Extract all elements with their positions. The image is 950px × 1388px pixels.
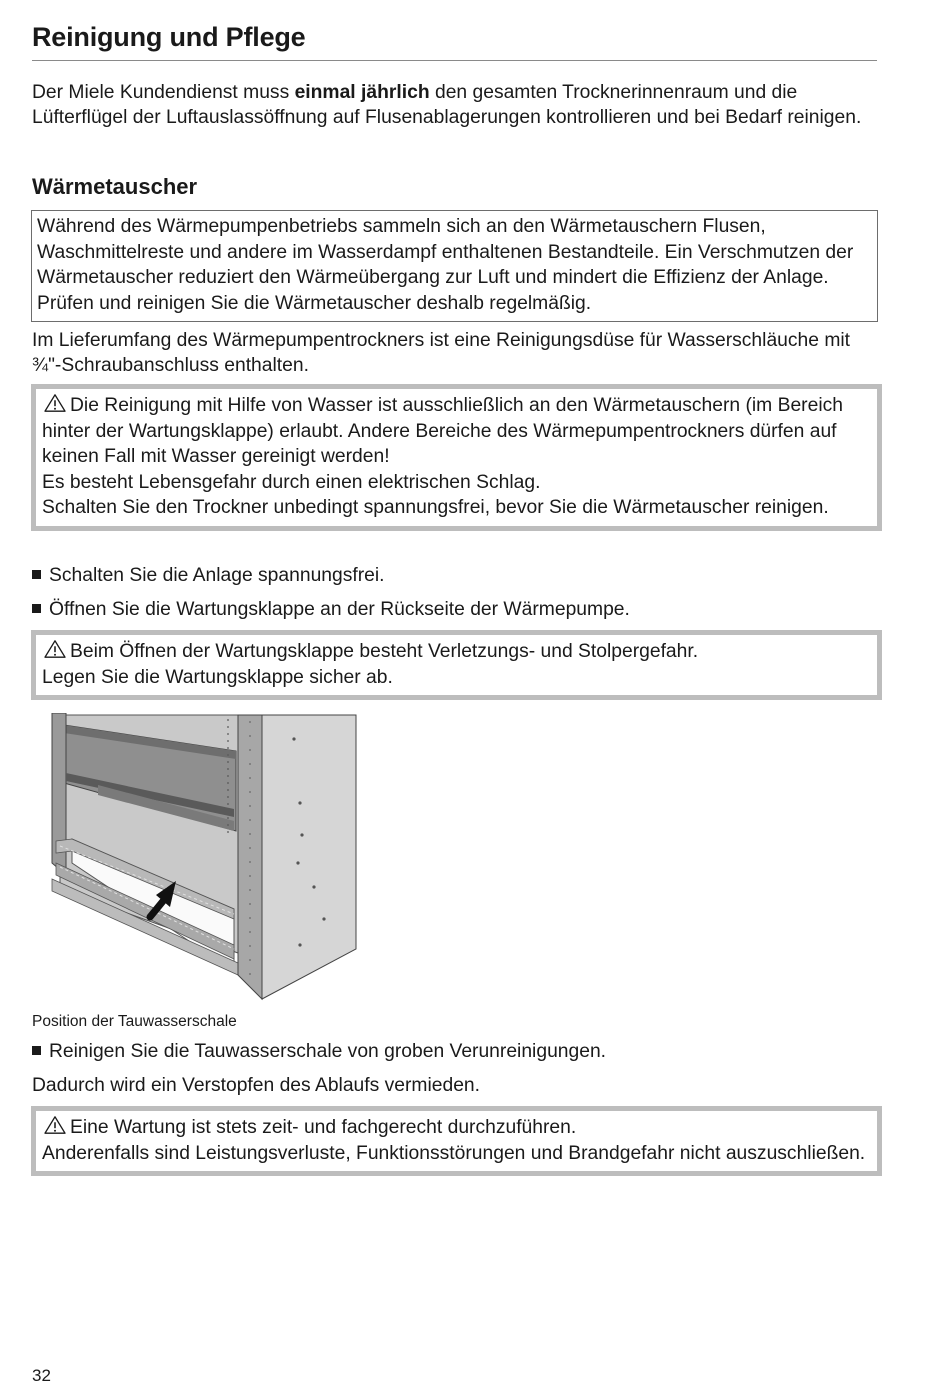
warning-line <box>42 639 868 665</box>
warning-line <box>42 393 868 470</box>
warning-line: Legen Sie die Wartungsklappe sicher ab. <box>42 666 393 688</box>
warning-line: Schalten Sie den Trockner unbedingt spannungsfrei, bevor Sie die Wärmetauscher reinigen. <box>42 497 829 518</box>
title-divider <box>32 60 877 61</box>
list-item <box>32 563 872 588</box>
list-item <box>32 597 872 622</box>
intro-paragraph <box>32 80 872 130</box>
result-paragraph: Dadurch wird ein Verstopfen des Ablaufs vermieden. <box>32 1075 481 1096</box>
info-box: Während des Wärmepumpenbetriebs sammeln sich an den Wärmetauschern Flusen, Waschmittelreste und andere im Wasserdampf enthaltenen Bestandteile. Ein Verschmutzen der Wärmetauscher reduziert den Wärmeübergang zur Luft und mindert die Effizienz der Anlage. Prüfen und reinigen Sie die Wärmetauscher deshalb regelmäßig. <box>31 210 878 322</box>
warning-box-maintenance-quality <box>31 1106 882 1176</box>
warning-triangle-icon <box>42 1115 68 1135</box>
square-bullet-icon <box>32 1046 41 1055</box>
intro-emphasis: einmal jährlich <box>294 82 430 103</box>
list-item-text: Öffnen Sie die Wartungsklappe an der Rückseite der Wärmepumpe. <box>49 599 630 620</box>
list-item-text: Reinigen Sie die Tauwasserschale von groben Verunreinigungen. <box>49 1041 607 1062</box>
square-bullet-icon <box>32 570 41 579</box>
warning-box-water-cleaning <box>31 384 882 531</box>
figure-caption: Position der Tauwasserschale <box>32 1013 237 1030</box>
scope-paragraph: Im Lieferumfang des Wärmepumpentrockners ist eine Reinigungsdüse für Wasserschläuche mit ¾"-Schraubanschluss enthalten. <box>32 330 851 376</box>
section-title: Wärmetauscher <box>32 174 198 199</box>
warning-line: Anderenfalls sind Leistungsverluste, Funktionsstörungen und Brandgefahr nicht auszuschließen. <box>42 1142 866 1164</box>
warning-line: Es besteht Lebensgefahr durch einen elektrischen Schlag. <box>42 471 541 493</box>
warning-triangle-icon <box>42 393 68 413</box>
list-item <box>32 1039 872 1064</box>
warning-text: Beim Öffnen der Wartungsklappe besteht Verletzungs- und Stolpergefahr. <box>70 641 699 662</box>
intro-text-start: Der Miele Kundendienst muss <box>32 82 295 103</box>
warning-line <box>42 1115 868 1141</box>
square-bullet-icon <box>32 604 41 613</box>
warning-text: Die Reinigung mit Hilfe von Wasser ist ausschließlich an den Wärmetauschern (im Bereich hinter der Wartungsklappe) erlaubt. Andere Bereiche des Wärmepumpentrockners dürfen auf keinen Fall mit Wasser gereinigt werden! <box>42 395 843 467</box>
warning-box-maintenance-flap <box>31 630 882 700</box>
intro-text-end: den gesamten Trocknerinnenraum und die Lüfterflügel der Luftauslassöffnung auf Flusenablagerungen kontrollieren und bei Bedarf reinigen. <box>32 82 862 128</box>
condensate-tray-illustration <box>38 713 360 1003</box>
warning-text: Eine Wartung ist stets zeit- und fachgerecht durchzuführen. <box>70 1117 577 1138</box>
page-title: Reinigung und Pflege <box>32 22 306 52</box>
warning-triangle-icon <box>42 639 68 659</box>
page-number: 32 <box>32 1366 51 1385</box>
list-item-text: Schalten Sie die Anlage spannungsfrei. <box>49 565 385 586</box>
